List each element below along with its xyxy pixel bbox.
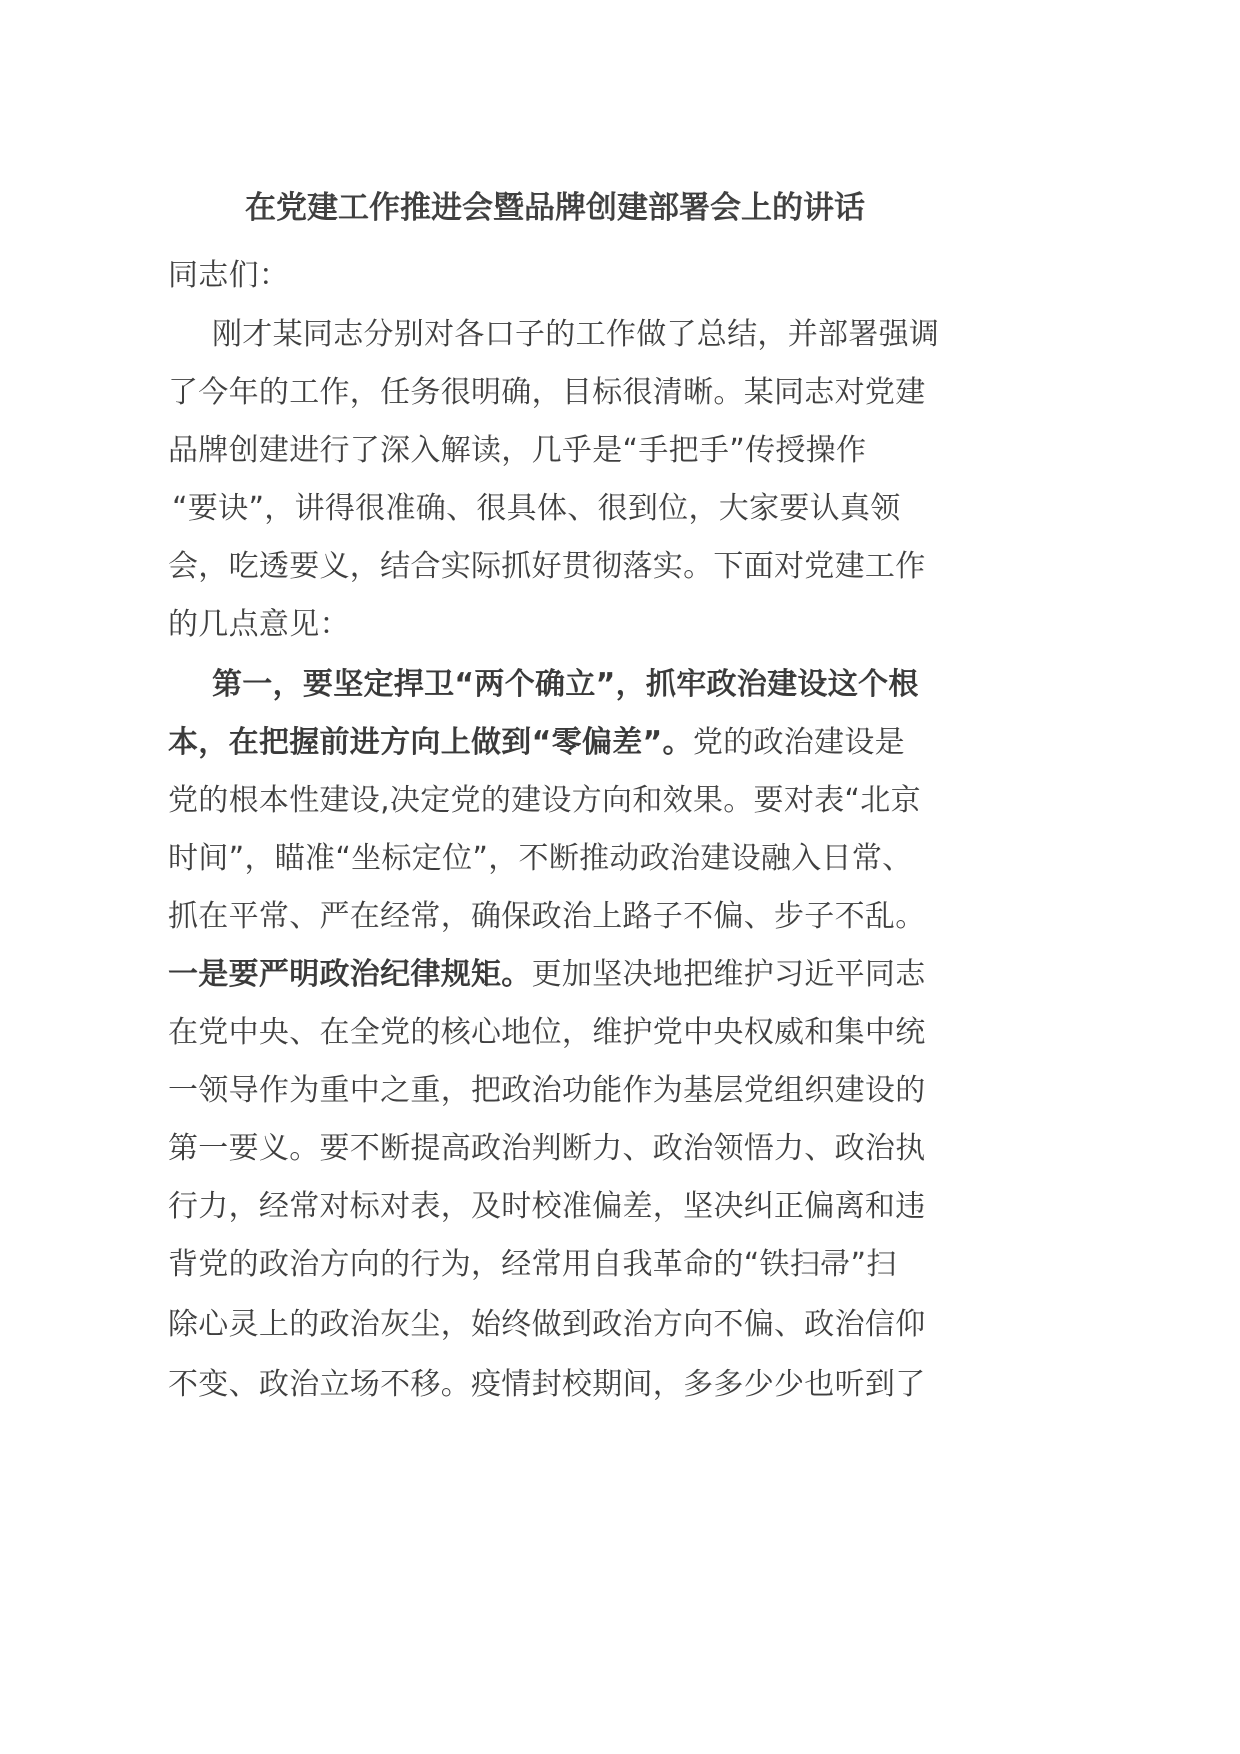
paragraph-line: 刚才某同志分别对各口子的工作做了总结，并部署强调 [212, 317, 940, 352]
paragraph-line: 在党中央、在全党的核心地位，维护党中央权威和集中统 [168, 1015, 926, 1050]
subheading-line [168, 955, 926, 995]
paragraph-line: 背党的政治方向的行为，经常用自我革命的“铁扫帚”扫 [168, 1247, 897, 1282]
paragraph-line: 行力，经常对标对表，及时校准偏差，坚决纠正偏离和违 [168, 1189, 926, 1224]
bold-heading-text: 第一，要坚定捍卫“两个确立”，抓牢政治建设这个根 [212, 667, 919, 702]
paragraph-line: 品牌创建进行了深入解读，几乎是“手把手”传授操作 [168, 433, 867, 468]
paragraph-line: 第一要义。要不断提高政治判断力、政治领悟力、政治执 [168, 1131, 926, 1166]
paragraph-line: 党的根本性建设,决定党的建设方向和效果。要对表“北京 [168, 783, 921, 818]
paragraph-line: “要诀”，讲得很准确、很具体、很到位，大家要认真领 [172, 491, 901, 526]
paragraph-line: 了今年的工作，任务很明确，目标很清晰。某同志对党建 [168, 375, 926, 410]
paragraph-line: 一领导作为重中之重，把政治功能作为基层党组织建设的 [168, 1073, 926, 1108]
paragraph-line: 除心灵上的政治灰尘，始终做到政治方向不偏、政治信仰 [168, 1307, 926, 1342]
section-heading-line [168, 723, 905, 763]
body-text: 党的政治建设是 [692, 725, 905, 760]
paragraph-line: 时间”，瞄准“坐标定位”，不断推动政治建设融入日常、 [168, 841, 913, 876]
bold-heading-text: 本，在把握前进方向上做到“零偏差”。 [168, 725, 693, 760]
document-title: 在党建工作推进会暨品牌创建部署会上的讲话 [245, 190, 865, 226]
body-text: 更加坚决地把维护习近平同志 [531, 957, 926, 992]
section-heading-line [212, 665, 919, 705]
paragraph-line: 不变、政治立场不移。疫情封校期间，多多少少也听到了 [168, 1367, 926, 1402]
salutation: 同志们： [168, 258, 290, 293]
paragraph-line: 的几点意见： [168, 607, 350, 642]
paragraph-line: 抓在平常、严在经常，确保政治上路子不偏、步子不乱。 [168, 899, 926, 934]
bold-subheading-text: 一是要严明政治纪律规矩。 [168, 957, 532, 992]
paragraph-line: 会，吃透要义，结合实际抓好贯彻落实。下面对党建工作 [168, 549, 926, 584]
